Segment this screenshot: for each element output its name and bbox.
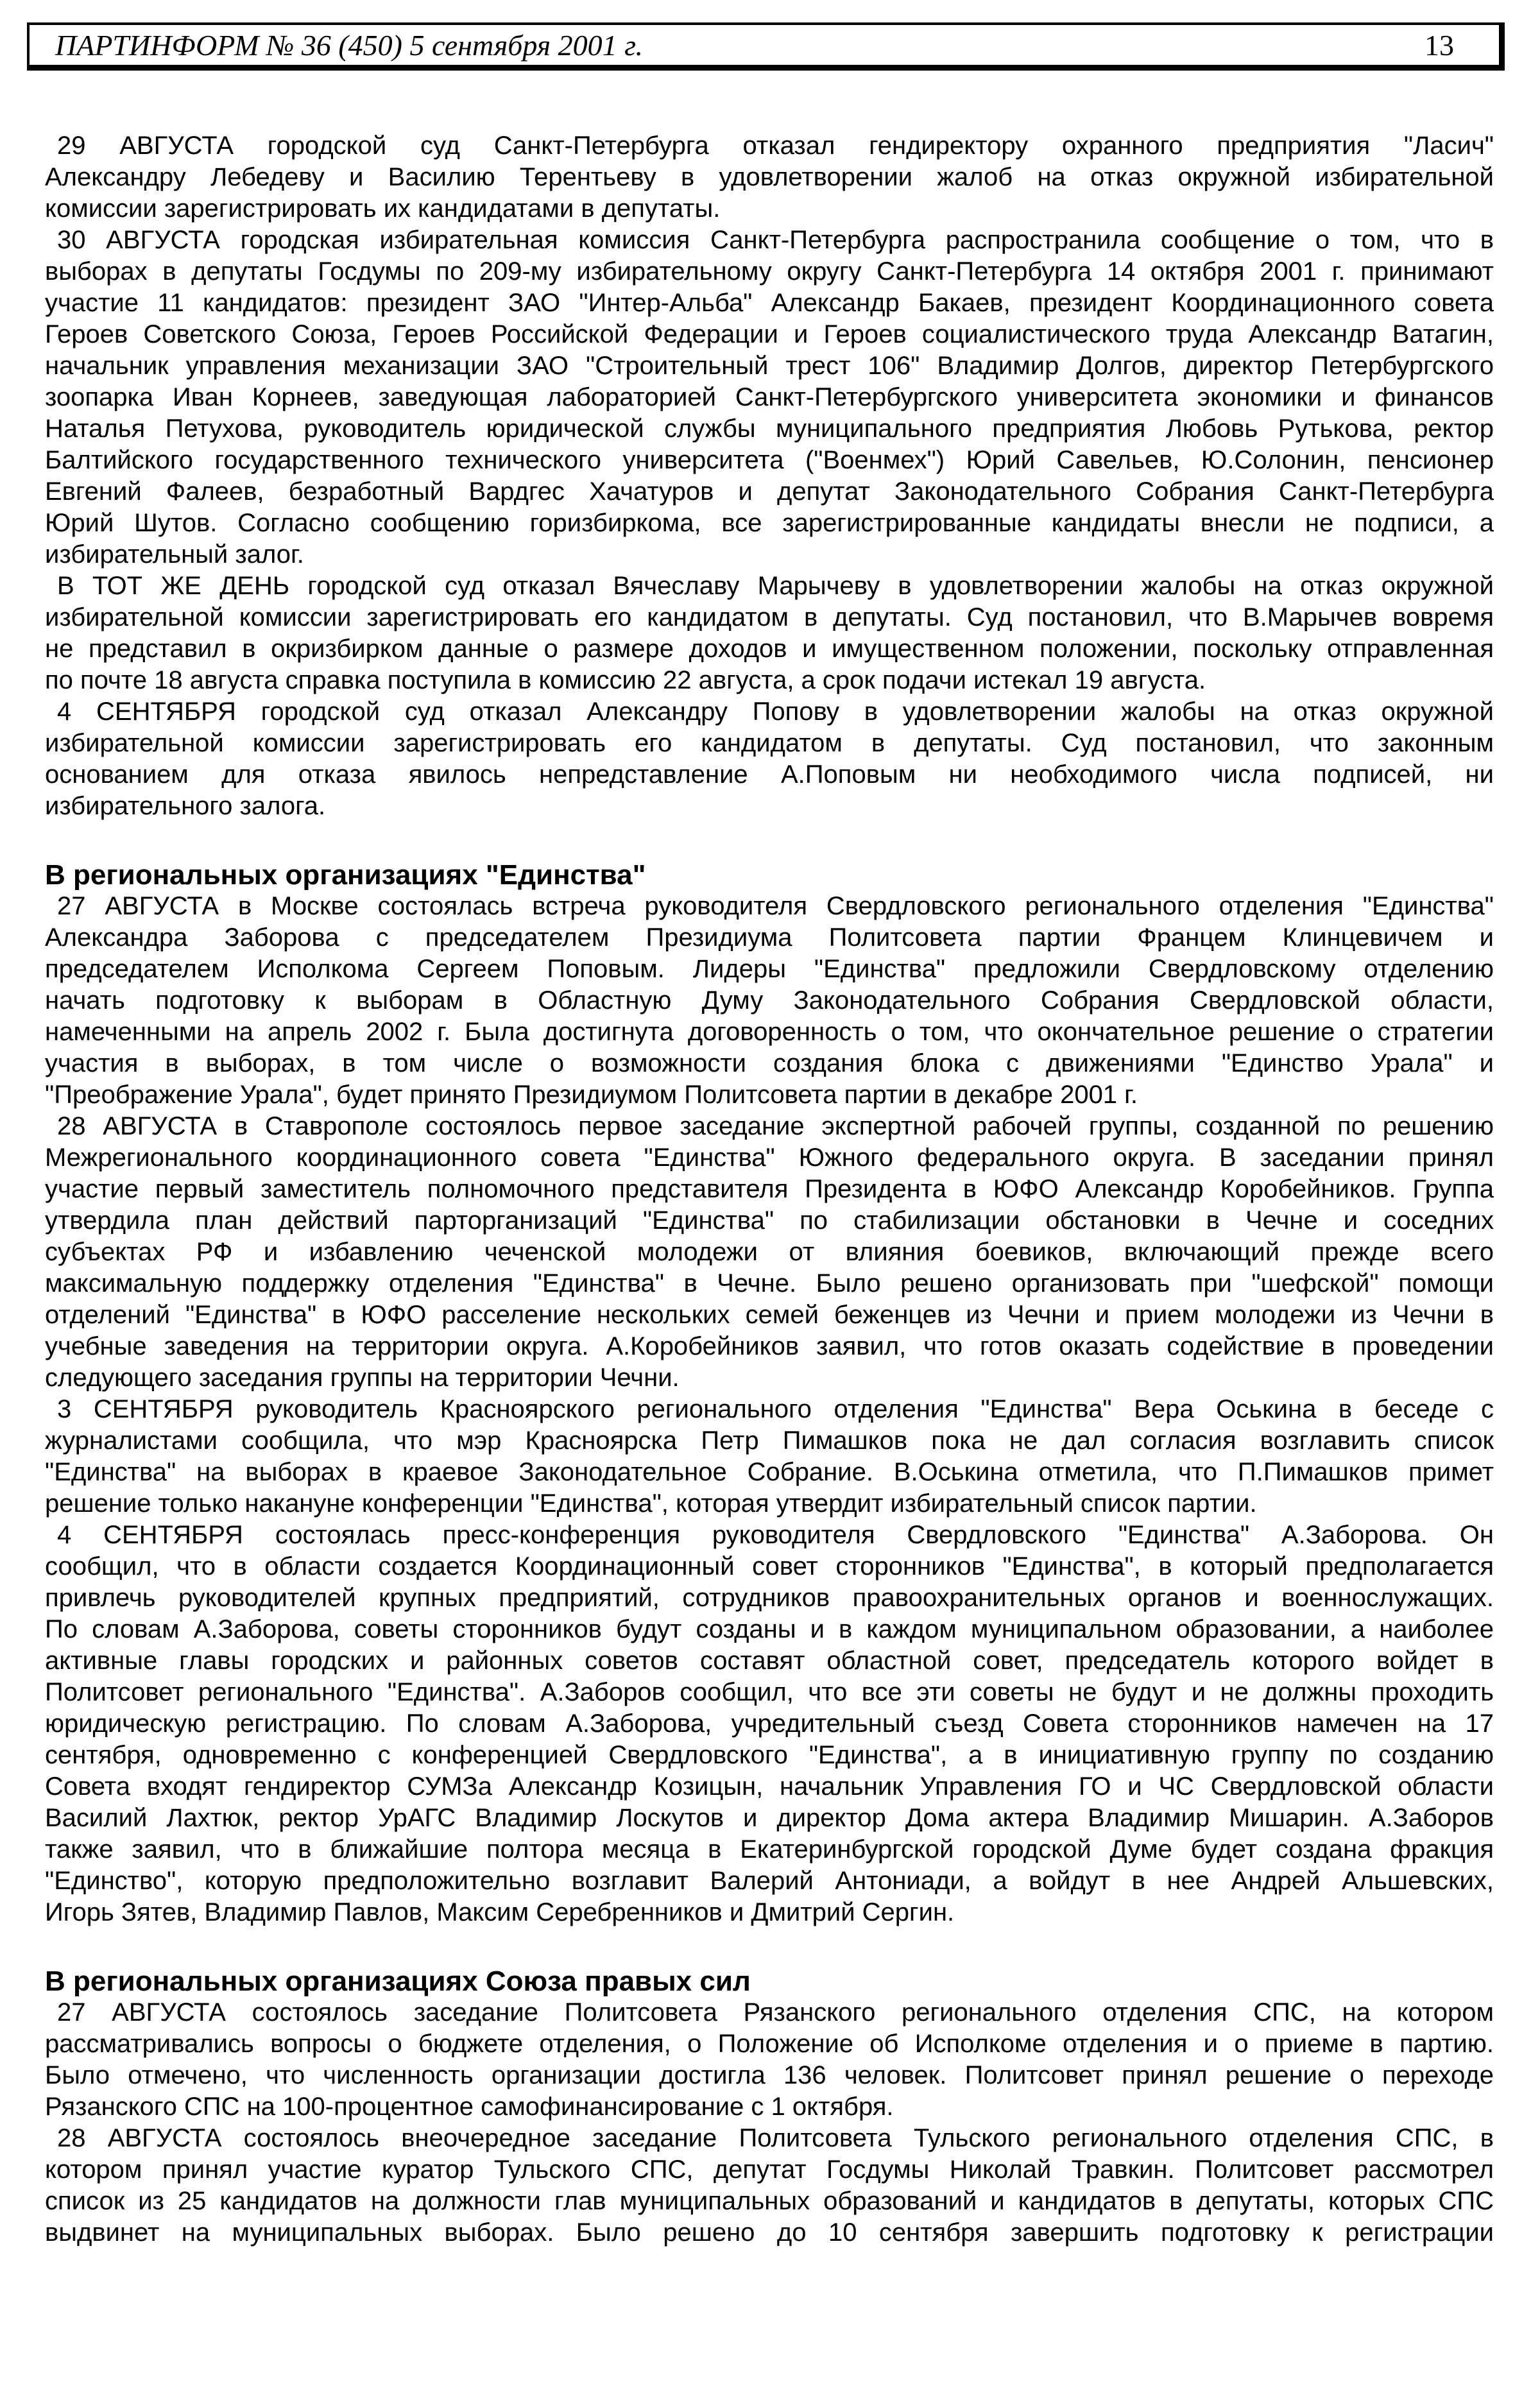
page-header [27, 22, 1505, 71]
text-line: котором принял участие куратор Тульского СПС, депутат Госдумы Николай Травкин. Политсовет рассмотрел [45, 2155, 1494, 2184]
text-line: выборах в депутаты Госдумы по 209-му избирательному округу Санкт-Петербурга 14 октября 2001 г. принимают [45, 257, 1494, 286]
text-line: 4 СЕНТЯБРЯ состоялась пресс-конференция руководителя Свердловского "Единства" А.Заборова. Он [57, 1521, 1494, 1549]
section-heading: В региональных организациях Союза правых сил [45, 1966, 751, 1997]
text-line: субъектах РФ и избавлению чеченской молодежи от влияния боевиков, включающий прежде всего [45, 1238, 1494, 1266]
text-line: Александру Лебедеву и Василию Терентьеву в удовлетворении жалоб на отказ окружной избирательной [45, 163, 1494, 191]
text-line: В ТОТ ЖЕ ДЕНЬ городской суд отказал Вячеславу Марычеву в удовлетворении жалобы на отказ окружной [57, 572, 1494, 600]
text-line: избирательный залог. [45, 540, 304, 569]
paragraph [45, 2123, 1494, 2249]
text-line: следующего заседания группы на территории Чечни. [45, 1364, 680, 1392]
paragraph [45, 1111, 1494, 1394]
paragraph [45, 696, 1494, 822]
text-line: участие 11 кандидатов: президент ЗАО "Интер-Альба" Александр Бакаев, президент Координационного совета [45, 289, 1494, 317]
section-heading: В региональных организациях "Единства" [45, 859, 646, 891]
paragraph [45, 570, 1494, 696]
text-line: 28 АВГУСТА в Ставрополе состоялось первое заседание экспертной рабочей группы, созданной по решению [57, 1112, 1494, 1140]
page-number: 13 [1425, 29, 1454, 62]
text-line: основанием для отказа явилось непредставление А.Поповым ни необходимого числа подписей, ни [45, 760, 1494, 789]
text-line: Александра Заборова с председателем Президиума Политсовета партии Францем Клинцевичем и [45, 923, 1494, 952]
section [45, 1966, 1494, 2249]
text-line: начальник управления механизации ЗАО "Строительный трест 106" Владимир Долгов, директор Петербургского [45, 352, 1494, 380]
paragraph [45, 225, 1494, 570]
text-line: юридическую регистрацию. По словам А.Заборова, учредительный съезд Совета сторонников намечен на 17 [45, 1709, 1494, 1738]
text-line: Политсовет регионального "Единства". А.Заборов сообщил, что все эти советы не будут и не должны проходить [45, 1678, 1494, 1706]
text-line: избирательной комиссии зарегистрировать его кандидатом в депутаты. Суд постановил, что В.Марычев вовремя [45, 603, 1494, 631]
paragraph [45, 891, 1494, 1111]
text-line: Евгений Фалеев, безработный Вардгес Хачатуров и депутат Законодательного Собрания Санкт-Петербурга [45, 477, 1494, 506]
publication-title: ПАРТИНФОРМ № 36 (450) 5 сентября 2001 г. [55, 29, 643, 62]
text-line: привлечь руководителей крупных предприятий, сотрудников правоохранительных органов и военнослужащих. [45, 1584, 1494, 1612]
text-line: 30 АВГУСТА городская избирательная комиссия Санкт-Петербурга распространила сообщение о том, что в [57, 226, 1494, 254]
text-line: 4 СЕНТЯБРЯ городской суд отказал Александру Попову в удовлетворении жалобы на отказ окружной [57, 698, 1494, 726]
text-line: начать подготовку к выборам в Областную Думу Законодательного Собрания Свердловской области, [45, 986, 1494, 1015]
text-line: журналистами сообщила, что мэр Красноярска Петр Пимашков пока не дал согласия возглавить список [45, 1427, 1494, 1455]
text-line: избирательного залога. [45, 792, 326, 820]
paragraph [45, 1997, 1494, 2123]
text-line: решение только накануне конференции "Единства", которая утвердит избирательный список партии. [45, 1489, 1257, 1518]
paragraph [45, 130, 1494, 225]
text-line: рассматривались вопросы о бюджете отделения, о Положение об Исполкоме отделения и о приеме в партию. [45, 2030, 1494, 2058]
text-line: зоопарка Иван Корнеев, заведующая лабораторией Санкт-Петербургского университета экономики и финансов [45, 383, 1494, 411]
article-body [45, 130, 1494, 2249]
text-line: Балтийского государственного технического университета ("Военмех") Юрий Савельев, Ю.Солонин, пенсионер [45, 446, 1494, 474]
text-line: Юрий Шутов. Согласно сообщению горизбиркома, все зарегистрированные кандидаты внесли не подписи, а [45, 509, 1494, 537]
text-line: По словам А.Заборова, советы сторонников будут созданы и в каждом муниципальном образовании, а наиболее [45, 1615, 1494, 1643]
text-line: участия в выборах, в том числе о возможности создания блока с движениями "Единство Урала" и [45, 1049, 1494, 1077]
text-line: 28 АВГУСТА состоялось внеочередное заседание Политсовета Тульского регионального отделения СПС, в [57, 2124, 1494, 2152]
text-line: сентября, одновременно с конференцией Свердловского "Единства", а в инициативную группу по созданию [45, 1741, 1494, 1769]
text-line: список из 25 кандидатов на должности глав муниципальных образований и кандидатов в депутаты, которых СПС [45, 2187, 1494, 2215]
text-line: "Единства" на выборах в краевое Законодательное Собрание. В.Оськина отметила, что П.Пимашков примет [45, 1458, 1494, 1486]
text-line: Героев Советского Союза, Героев Российской Федерации и Героев социалистического труда Александр Ватагин, [45, 320, 1494, 348]
text-line: 27 АВГУСТА в Москве состоялась встреча руководителя Свердловского регионального отделения "Единства" [57, 892, 1494, 920]
text-line: Межрегионального координационного совета "Единства" Южного федерального округа. В заседании принял [45, 1144, 1494, 1172]
text-line: "Единство", которую предположительно возглавит Валерий Антониади, а войдут в нее Андрей Альшевских, [45, 1867, 1494, 1895]
text-line: Василий Лахтюк, ректор УрАГС Владимир Лоскутов и директор Дома актера Владимир Мишарин. А.Заборов [45, 1804, 1494, 1832]
section [45, 859, 1494, 1928]
text-line: комиссии зарегистрировать их кандидатами в депутаты. [45, 194, 721, 223]
text-line: утвердила план действий парторганизаций "Единства" по стабилизации обстановки в Чечне и соседних [45, 1206, 1494, 1235]
text-line: максимальную поддержку отделения "Единства" в Чечне. Было решено организовать при "шефской" помощи [45, 1269, 1494, 1298]
text-line: Совета входят гендиректор СУМЗа Александр Козицын, начальник Управления ГО и ЧС Свердловской области [45, 1772, 1494, 1801]
text-line: отделений "Единства" в ЮФО расселение нескольких семей беженцев из Чечни и прием молодежи из Чечни в [45, 1301, 1494, 1329]
text-line: избирательной комиссии зарегистрировать его кандидатом в депутаты. Суд постановил, что законным [45, 729, 1494, 757]
text-line: намеченными на апрель 2002 г. Была достигнута договоренность о том, что окончательное решение о стратегии [45, 1018, 1494, 1046]
text-line: выдвинет на муниципальных выборах. Было решено до 10 сентября завершить подготовку к регистрации [45, 2218, 1494, 2247]
text-line: активные главы городских и районных советов составят областной совет, председатель которого войдет в [45, 1647, 1494, 1675]
text-line: Было отмечено, что численность организации достигла 136 человек. Политсовет принял решение о переходе [45, 2061, 1494, 2089]
text-line: участие первый заместитель полномочного представителя Президента в ЮФО Александр Коробейников. Группа [45, 1175, 1494, 1203]
text-line: Наталья Петухова, руководитель юридической службы муниципального предприятия Любовь Рутькова, ректор [45, 415, 1494, 443]
text-line: "Преображение Урала", будет принято Президиумом Политсовета партии в декабре 2001 г. [45, 1081, 1138, 1109]
text-line: Рязанского СПС на 100-процентное самофинансирование с 1 октября. [45, 2093, 894, 2121]
text-line: сообщил, что в области создается Координационный совет сторонников "Единства", в который предполагается [45, 1552, 1494, 1581]
text-line: также заявил, что в ближайшие полтора месяца в Екатеринбургской городской Думе будет создана фракция [45, 1835, 1494, 1864]
text-line: по почте 18 августа справка поступила в комиссию 22 августа, а срок подачи истекал 19 августа. [45, 666, 1206, 694]
text-line: учебные заведения на территории округа. А.Коробейников заявил, что готов оказать содействие в проведении [45, 1332, 1494, 1360]
text-line: не представил в окризбирком данные о размере доходов и имущественном положении, поскольку отправленная [45, 635, 1494, 663]
section [45, 130, 1494, 822]
text-line: председателем Исполкома Сергеем Поповым. Лидеры "Единства" предложили Свердловскому отделению [45, 955, 1494, 983]
paragraph [45, 1394, 1494, 1520]
paragraph [45, 1520, 1494, 1928]
text-line: Игорь Зятев, Владимир Павлов, Максим Серебренников и Дмитрий Сергин. [45, 1898, 955, 1926]
text-line: 3 СЕНТЯБРЯ руководитель Красноярского регионального отделения "Единства" Вера Оськина в беседе с [57, 1395, 1494, 1423]
text-line: 27 АВГУСТА состоялось заседание Политсовета Рязанского регионального отделения СПС, на котором [57, 1998, 1494, 2026]
text-line: 29 АВГУСТА городской суд Санкт-Петербурга отказал гендиректору охранного предприятия "Ласич" [57, 132, 1494, 160]
